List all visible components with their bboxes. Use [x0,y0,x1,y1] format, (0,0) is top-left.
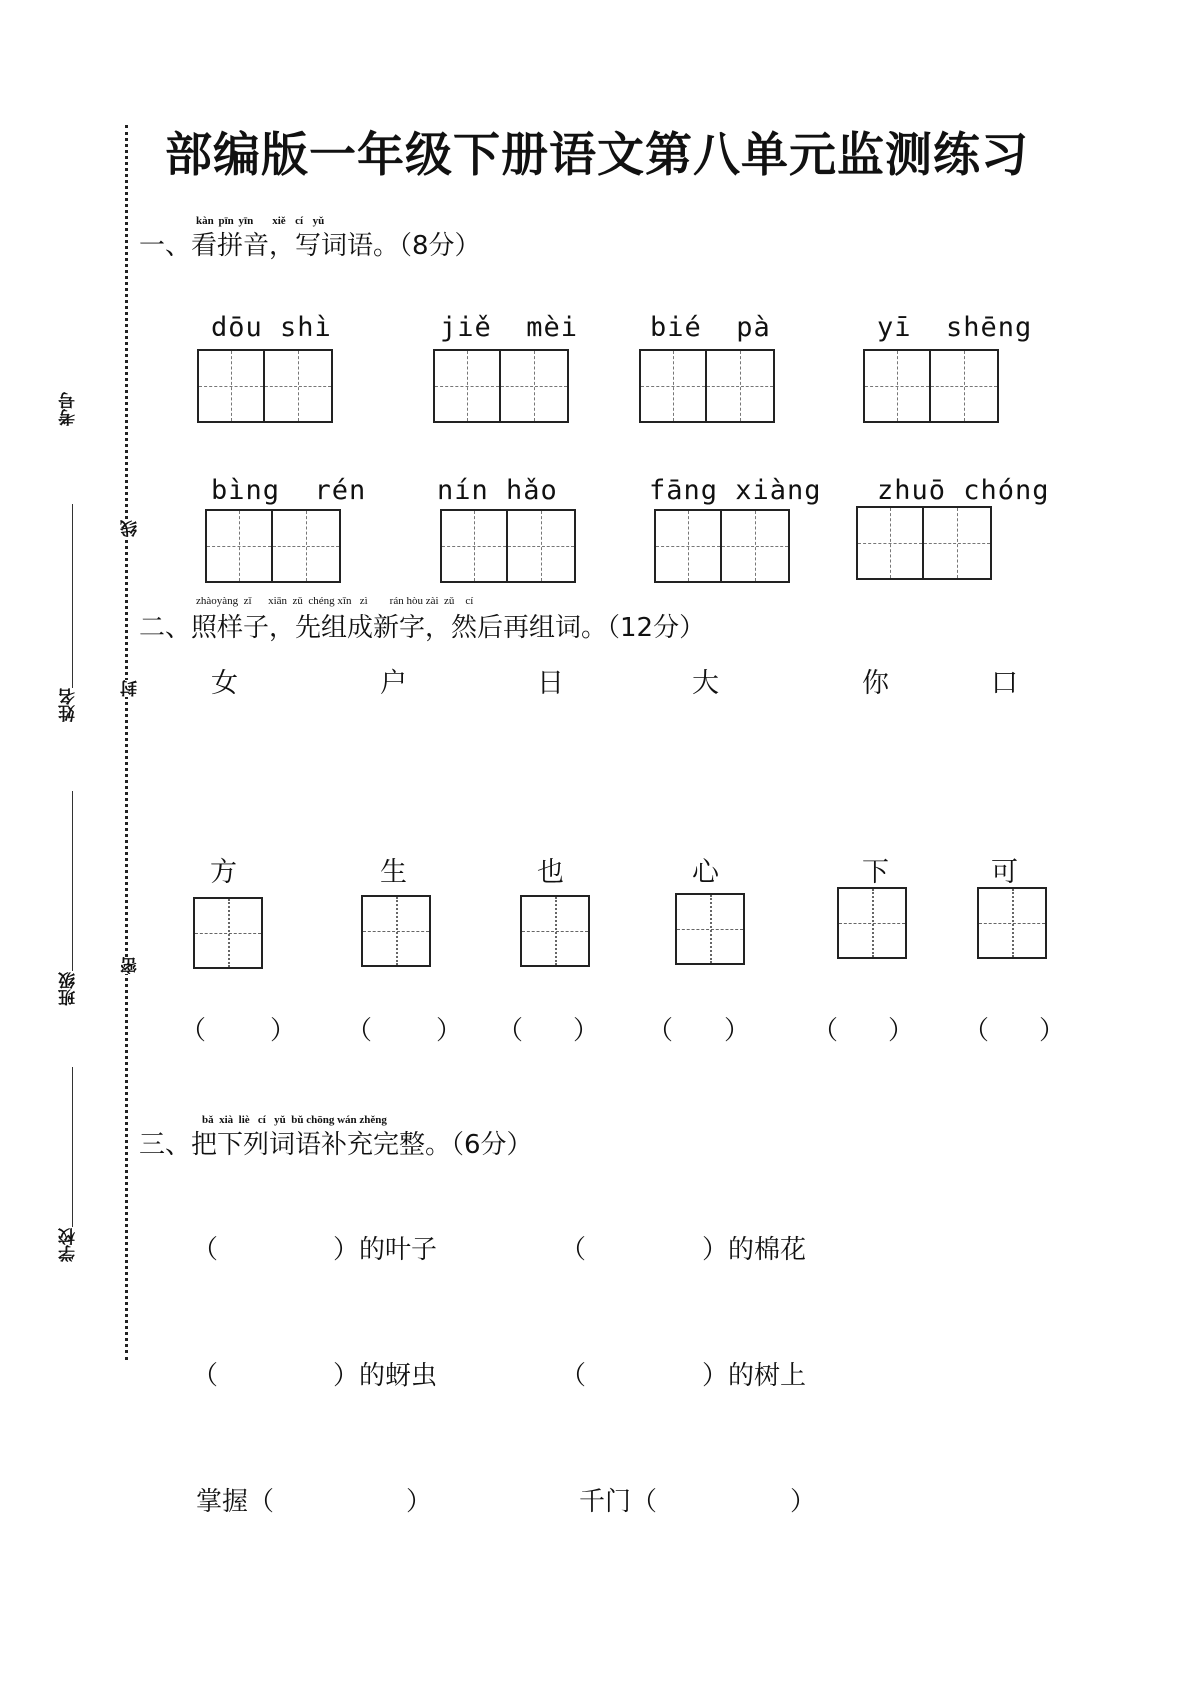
component-char: 生 [380,857,407,888]
char-grid[interactable] [977,887,1047,959]
pinyin-word: bìng rén [211,475,367,506]
fill-open: 千门（ [579,1487,658,1517]
school-underline[interactable] [72,1067,73,1227]
section2-pinyin: zhàoyàng zǐ xiān zǔ chéng xīn zì rán hòu zài zǔ cí [196,595,474,607]
seal-dotted-line [125,125,128,1360]
seal-label-secret: 密 [118,957,143,974]
name-label: 姓名 [56,688,81,722]
answer-close-paren: ） [724,1016,751,1046]
pinyin-word: nín hǎo [437,475,558,506]
component-char: 也 [537,857,564,888]
answer-close-paren: ） [888,1016,915,1046]
pinyin-word: jiě mèi [440,312,579,343]
fill-close: ） [406,1487,433,1517]
section2-heading: 二、照样子，先组成新字，然后再组词。（12分） [139,613,706,643]
writing-grid[interactable] [205,509,341,583]
component-char: 下 [862,857,889,888]
answer-close-paren: ） [270,1016,297,1046]
component-char: 日 [537,668,564,699]
char-grid[interactable] [193,897,263,969]
writing-grid[interactable] [863,349,999,423]
answer-open-paren: （ [180,1016,207,1046]
answer-close-paren: ） [573,1016,600,1046]
component-char: 心 [692,857,719,888]
section3-pinyin: bǎ xià liè cí yǔ bǔ chōng wán zhěng [202,1114,387,1126]
fill-close: ）的棉花 [702,1235,807,1265]
writing-grid[interactable] [197,349,333,423]
char-grid[interactable] [675,893,745,965]
writing-grid[interactable] [654,509,790,583]
fill-close: ） [790,1487,817,1517]
fill-open: （ [560,1235,587,1265]
writing-grid[interactable] [440,509,576,583]
component-char: 你 [862,668,889,699]
pinyin-word: yī shēng [877,312,1033,343]
school-label: 学校 [56,1228,81,1262]
seal-label-line: 线 [118,520,143,537]
section3-heading: 三、把下列词语补充完整。（6分） [139,1130,533,1160]
char-grid[interactable] [361,895,431,967]
answer-open-paren: （ [812,1016,839,1046]
pinyin-word: zhuō chóng [877,475,1050,506]
fill-open: （ [192,1361,219,1391]
component-char: 女 [211,668,238,699]
answer-open-paren: （ [963,1016,990,1046]
pinyin-word: bié pà [650,312,771,343]
answer-close-paren: ） [1039,1016,1066,1046]
fill-open: （ [192,1235,219,1265]
component-char: 可 [991,857,1018,888]
name-underline[interactable] [72,504,73,688]
fill-open: （ [560,1361,587,1391]
answer-open-paren: （ [346,1016,373,1046]
class-underline[interactable] [72,791,73,971]
answer-close-paren: ） [436,1016,463,1046]
writing-grid[interactable] [639,349,775,423]
fill-close: ）的蚜虫 [333,1361,438,1391]
class-label: 班级 [56,972,81,1006]
fill-open: 掌握（ [196,1487,275,1517]
char-grid[interactable] [837,887,907,959]
fill-close: ）的树上 [702,1361,807,1391]
answer-open-paren: （ [647,1016,674,1046]
component-char: 口 [991,668,1018,699]
writing-grid[interactable] [856,506,992,580]
seal-label-seal: 封 [118,680,143,697]
fill-close: ）的叶子 [333,1235,438,1265]
component-char: 户 [380,668,407,699]
answer-open-paren: （ [497,1016,524,1046]
char-grid[interactable] [520,895,590,967]
component-char: 方 [210,857,237,888]
component-char: 大 [692,668,719,699]
section1-heading: 一、看拼音，写词语。（8分） [139,231,481,261]
exam-number-label: 考号 [56,392,81,426]
page-title: 部编版一年级下册语文第八单元监测练习 [165,128,1029,183]
pinyin-word: dōu shì [211,312,332,343]
section1-pinyin: kàn pīn yīn xiě cí yǔ [196,215,325,227]
writing-grid[interactable] [433,349,569,423]
pinyin-word: fāng xiàng [649,475,822,506]
